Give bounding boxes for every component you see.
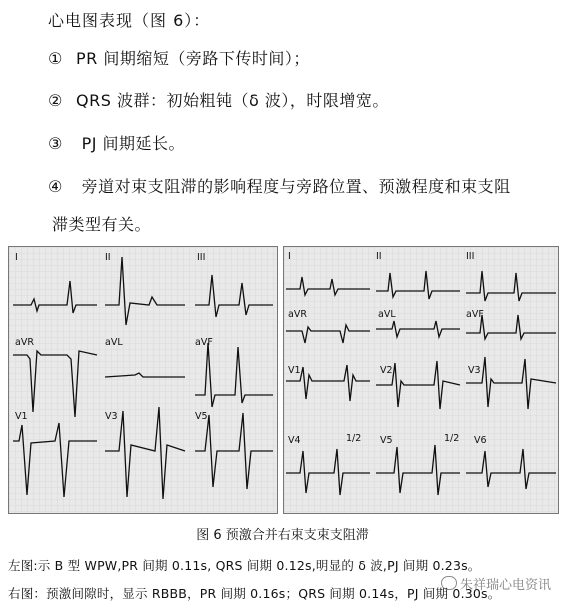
lead-label-V6: V6 <box>474 435 487 446</box>
lead-label-V5: V5 <box>380 435 393 446</box>
list-item-2 <box>48 88 389 111</box>
lead-label-aVL: aVL <box>105 337 123 348</box>
lead-label-aVR: aVR <box>15 337 34 348</box>
lead-label-II: II <box>376 251 382 262</box>
ecg-grid <box>9 247 277 513</box>
ecg-left-svg <box>9 247 277 513</box>
ecg-right-panel <box>283 246 559 514</box>
lead-label-I: I <box>15 252 18 263</box>
lead-label-aVR: aVR <box>288 309 307 320</box>
list-item-4 <box>48 174 511 197</box>
list-item-1 <box>48 46 310 69</box>
lead-label-aVF: aVF <box>466 309 484 320</box>
list-item-3 <box>48 131 185 154</box>
lead-label-I: I <box>288 251 291 262</box>
watermark-text: 朱祥瑞心电资讯 <box>459 578 551 593</box>
lead-label-III: III <box>466 251 475 262</box>
list-item-4-continuation: 滞类型有关。 <box>52 215 152 234</box>
item-number: ③ <box>48 134 63 153</box>
lead-label-aVF: aVF <box>195 337 213 348</box>
item-text: PJ 间期延长。 <box>76 134 186 153</box>
item-number: ② <box>48 91 63 110</box>
lead-label-V1: V1 <box>288 365 301 376</box>
item-text: PR 间期缩短（旁路下传时间）； <box>76 49 310 68</box>
item-text: 旁道对束支阻滞的影响程度与旁路位置、预激程度和束支阻 <box>76 177 511 196</box>
wechat-icon <box>441 576 457 590</box>
lead-label-V1: V1 <box>15 411 28 422</box>
ecg-left-panel <box>8 246 278 514</box>
lead-label-V2: V2 <box>380 365 393 376</box>
lead-label-V4: V4 <box>288 435 301 446</box>
item-number: ① <box>48 49 63 68</box>
calibration-mark-2: 1/2 <box>444 433 460 444</box>
lead-label-II: II <box>105 252 111 263</box>
ecg-right-svg <box>284 247 558 513</box>
lead-label-V3: V3 <box>468 365 481 376</box>
note-right: 右图：预激间隙时，显示 RBBB，PR 间期 0.16s；QRS 间期 0.14s，PJ 间期 0.30s。 <box>8 586 501 601</box>
note-left: 左图:示 B 型 WPW,PR 间期 0.11s, QRS 间期 0.12s,明显的 δ 波,PJ 间期 0.23s。 <box>8 558 481 573</box>
item-number: ④ <box>48 177 63 196</box>
lead-label-V3: V3 <box>105 411 118 422</box>
lead-label-V5: V5 <box>195 411 208 422</box>
figure-caption: 图 6 预激合并右束支束支阻滞 <box>196 528 369 543</box>
watermark <box>441 574 551 593</box>
calibration-mark-1: 1/2 <box>346 433 362 444</box>
item-text: QRS 波群：初始粗钝（δ 波），时限增宽。 <box>76 91 389 110</box>
lead-label-aVL: aVL <box>378 309 396 320</box>
lead-label-III: III <box>197 252 206 263</box>
section-heading: 心电图表现（图 6）： <box>48 11 211 30</box>
